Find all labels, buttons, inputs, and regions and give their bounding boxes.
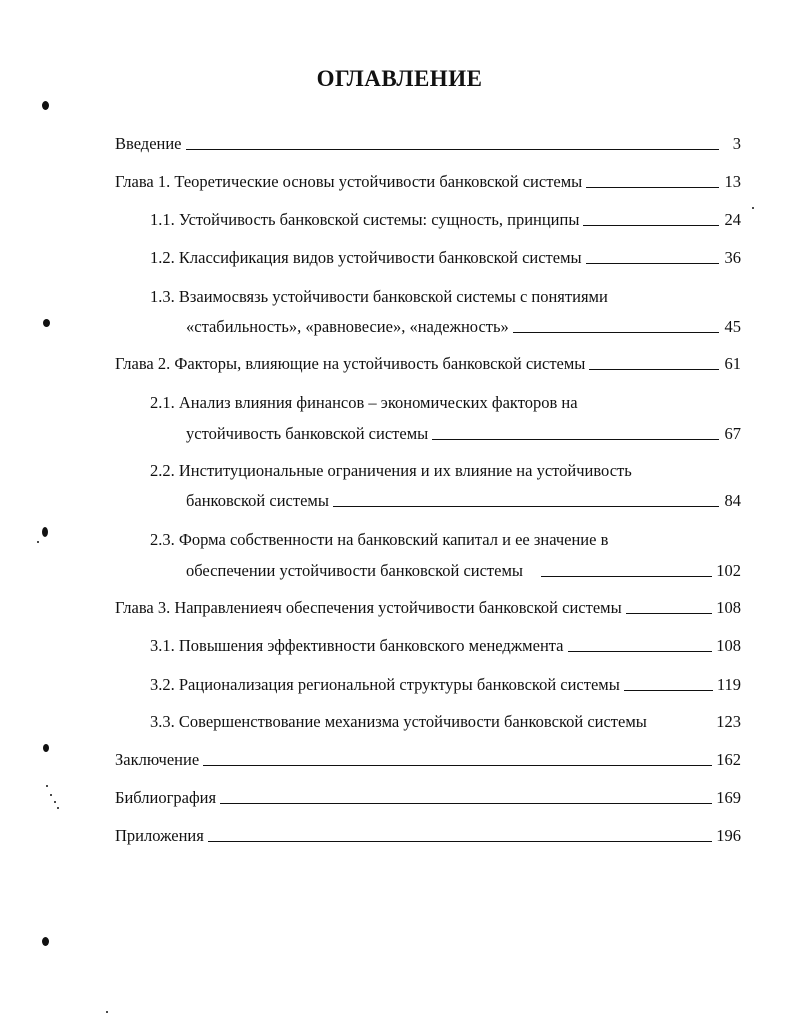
scan-speck — [106, 1011, 108, 1013]
toc-entry-label: «стабильность», «равновесие», «надежность» — [186, 317, 509, 336]
dot-leader — [589, 369, 719, 370]
dot-leader — [626, 613, 713, 614]
page-title: ОГЛАВЛЕНИЕ — [316, 66, 483, 91]
dot-leader — [186, 149, 719, 150]
dot-leader — [583, 225, 719, 226]
toc-page-number: 24 — [724, 210, 741, 229]
toc-page-number: 3 — [732, 134, 741, 153]
toc-entry-chapter-1 — [115, 172, 741, 192]
toc-page-number: 119 — [716, 675, 741, 694]
scan-speck — [37, 541, 39, 543]
toc-page-number: 84 — [724, 491, 741, 510]
dot-leader — [208, 841, 712, 842]
scan-speck — [54, 801, 56, 803]
toc-entry-chapter-3 — [115, 598, 741, 618]
toc-entry-section-3-1 — [150, 636, 741, 656]
dot-leader — [541, 576, 712, 577]
toc-page-number: 169 — [716, 788, 741, 807]
toc-page-number: 67 — [724, 424, 741, 443]
toc-entry-label: обеспечении устойчивости банковской системы — [186, 561, 523, 580]
toc-page-number: 36 — [724, 248, 741, 267]
toc-entry-section-2-1-line1: 2.1. Анализ влияния финансов – экономических факторов на — [150, 393, 578, 412]
scan-speck — [42, 937, 49, 946]
toc-entry-section-3-3 — [150, 712, 741, 732]
scan-speck — [43, 744, 49, 752]
toc-entry-label: Глава 2. Факторы, влияющие на устойчивость банковской системы — [115, 354, 586, 373]
toc-entry-section-1-1 — [150, 210, 741, 230]
dot-leader — [586, 187, 719, 188]
toc-page-number: 13 — [724, 172, 741, 191]
toc-entry-bibliography — [115, 788, 741, 808]
toc-entry-section-2-3 — [186, 561, 741, 581]
toc-entry-section-3-2 — [150, 675, 741, 695]
toc-page-number: 108 — [716, 636, 741, 655]
toc-entry-label: 1.1. Устойчивость банковской системы: сущность, принципы — [150, 210, 580, 229]
toc-entry-label: Глава 3. Направлениеяч обеспечения устойчивости банковской системы — [115, 598, 622, 617]
toc-page-number: 45 — [724, 317, 741, 336]
scan-speck — [50, 794, 52, 796]
toc-entry-label: Глава 1. Теоретические основы устойчивости банковской системы — [115, 172, 583, 191]
dot-leader — [624, 690, 713, 691]
toc-entry-label: 3.1. Повышения эффективности банковского менеджмента — [150, 636, 564, 655]
dot-leader — [333, 506, 719, 507]
toc-entry-section-1-3 — [186, 317, 741, 337]
toc-page-number: 108 — [716, 598, 741, 617]
toc-entry-section-1-3-line1: 1.3. Взаимосвязь устойчивости банковской системы с понятиями — [150, 287, 608, 306]
toc-entry-label: устойчивость банковской системы — [186, 424, 429, 443]
toc-page-number: 123 — [716, 712, 741, 731]
toc-entry-chapter-2 — [115, 354, 741, 374]
toc-entry-section-2-3-line1: 2.3. Форма собственности на банковский капитал и ее значение в — [150, 530, 609, 549]
dot-leader — [220, 803, 712, 804]
toc-entry-section-1-2 — [150, 248, 741, 268]
toc-page-number: 196 — [716, 826, 741, 845]
toc-entry-label: Библиография — [115, 788, 217, 807]
scan-speck — [752, 207, 754, 209]
scan-speck — [42, 101, 49, 110]
scan-speck — [42, 527, 48, 537]
dot-leader — [586, 263, 719, 264]
toc-entry-section-2-2 — [186, 491, 741, 511]
toc-entry-label: Заключение — [115, 750, 200, 769]
toc-entry-section-2-2-line1: 2.2. Институциональные ограничения и их влияние на устойчивость — [150, 461, 632, 480]
scan-speck — [57, 807, 59, 809]
scan-speck — [46, 785, 48, 787]
toc-entry-intro — [115, 134, 741, 154]
toc-entry-section-2-1 — [186, 424, 741, 444]
toc-page-number: 102 — [716, 561, 741, 580]
toc-entry-label: 3.2. Рационализация региональной структуры банковской системы — [150, 675, 620, 694]
toc-entry-label: Приложения — [115, 826, 204, 845]
toc-entry-label: банковской системы — [186, 491, 329, 510]
toc-entry-label: 1.2. Классификация видов устойчивости банковской системы — [150, 248, 582, 267]
toc-page-number: 61 — [724, 354, 741, 373]
dot-leader — [513, 332, 719, 333]
dot-leader — [568, 651, 713, 652]
dot-leader — [203, 765, 712, 766]
toc-page-number: 162 — [716, 750, 741, 769]
toc-entry-label: 3.3. Совершенствование механизма устойчивости банковской системы — [150, 712, 647, 731]
toc-entry-appendices — [115, 826, 741, 846]
toc-entry-conclusion — [115, 750, 741, 770]
scan-speck — [43, 319, 50, 327]
toc-entry-label: Введение — [115, 134, 182, 153]
dot-leader — [432, 439, 719, 440]
